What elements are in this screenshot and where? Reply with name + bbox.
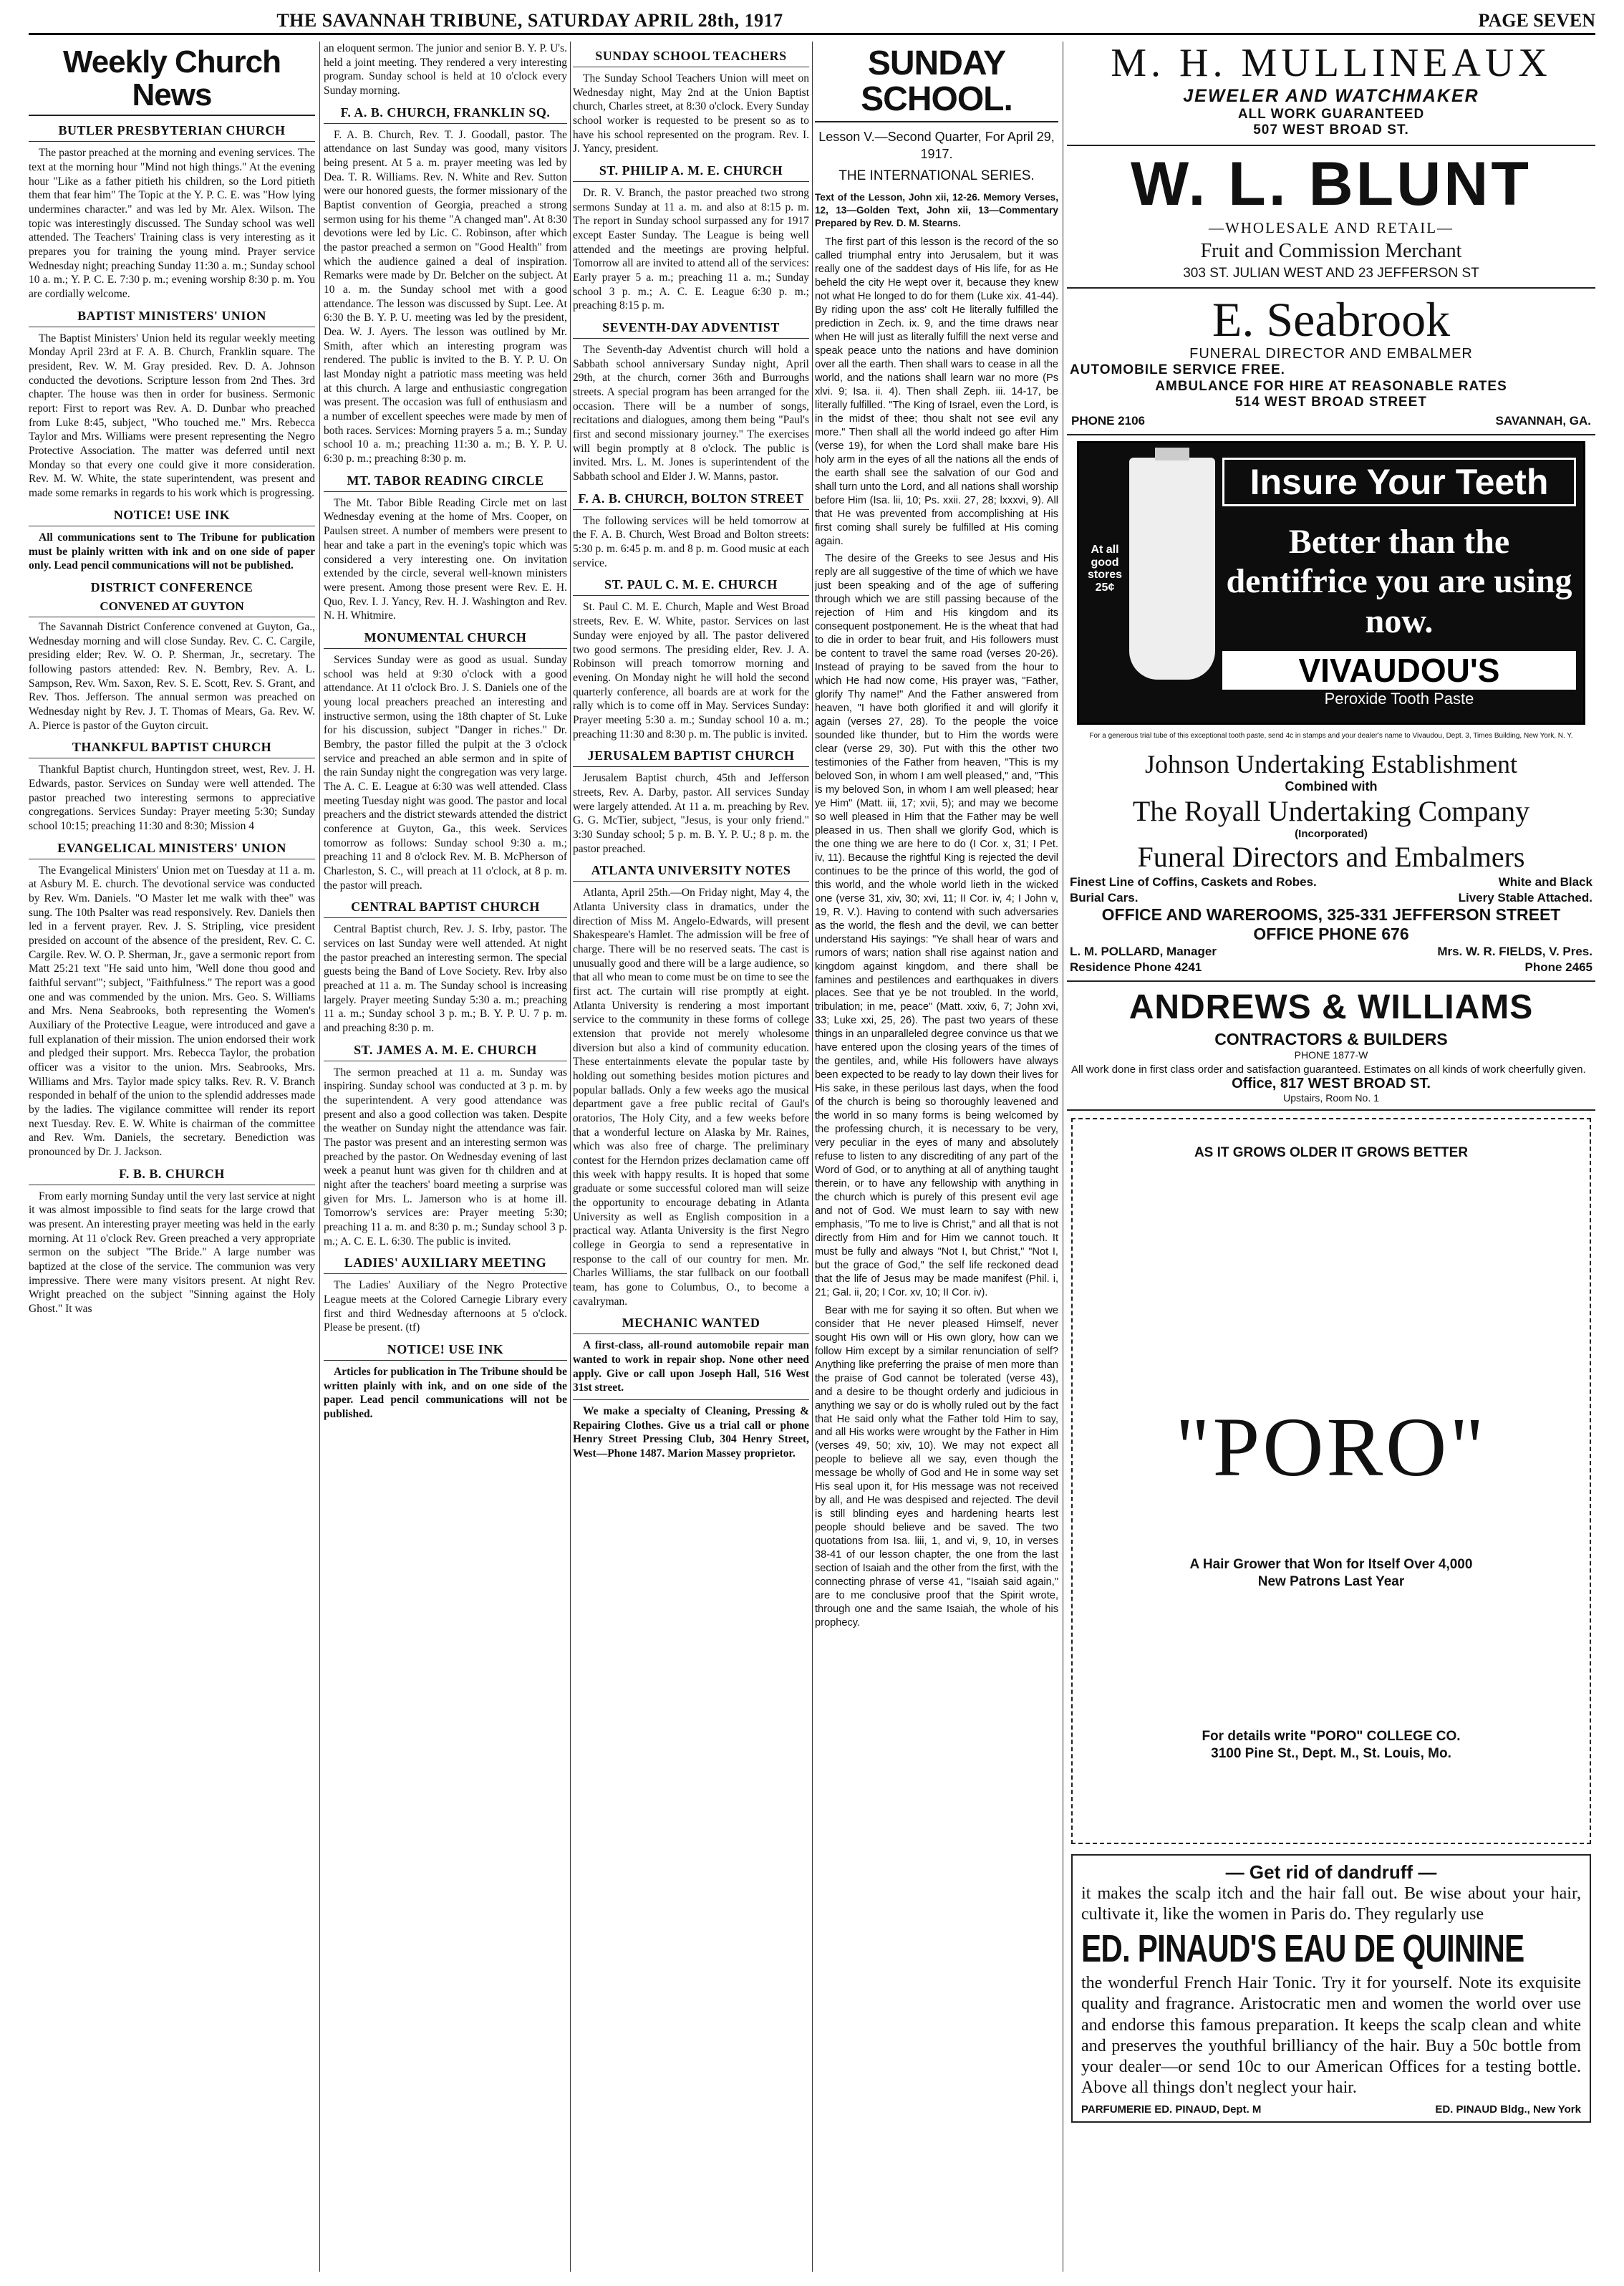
article-heading: F. A. B. CHURCH, FRANKLIN SQ. [324, 105, 567, 124]
masthead [29, 9, 1595, 35]
article-text: an eloquent sermon. The junior and senior B. Y. P. U's. held a joint meeting. They rendered a very interesting program. Sunday school is held at 10 o'clock every Sunday morning. [324, 42, 567, 97]
article-text: The Evangelical Ministers' Union met on Tuesday at 11 a. m. at Asbury M. E. church. The devotional service was conducted by Rev. Wm. Daniels. "O Master let me walk with thee" was sung. The 10th Psalter was read responsively. Rev. Daniels then led in a fervent prayer. Rev. J. S. Stripling, vice president presided on account of the absence of the president, Rev. C. C. Cargile. Rev. W. O. P. Sherman, Jr., gave a sermonic report from Matt 25:21 text "He said unto him, 'Well done thou good and faithful servant'"; subject, "Faithfulness." The report was a good one and was commended by the union. Mrs. Geo. S. Williams and Mrs. Nena Seabrooks, both representing the Women's Auxiliary of the Protective League, were introduced and gave a full explanation of their mission. The union endorsed their work and pledged their support. Mrs. Rebecca Taylor, the probation officer was a visitor to the union. Mrs. Seabrooks, Mrs. Williams and Mrs. Taylor made spicy talks. Rev. R. V. Branch responded in behalf of the union to the splendid addresses made by the ladies. The vigilance committee will render its report next Tuesday. Rev. E. W. White is chairman of the committee and Rev. Wm. Daniels, the secretary. Benediction was pronounced by Dr. J. Jackson. [29, 864, 315, 1159]
notice-text: All communications sent to The Tribune for publication must be plainly written with ink and on one side of paper only. Lead pencil communications will not be published. [29, 531, 315, 572]
ad-subtitle: FUNERAL DIRECTOR AND EMBALMER [1189, 345, 1473, 362]
ad-line: AUTOMOBILE SERVICE FREE. [1070, 362, 1285, 377]
article-text: The first part of this lesson is the record of the so called triumphal entry into Jerusalem, but it was really one of the saddest days of His life, for as He beheld the city He wept over it, because they knew not what He longed to do for them (Luke xix. 41-44). By riding upon the ass' colt He literally fulfilled the prediction in Zech. ix. 9, and the time draws near when He will just as literally fulfill the next verse and speak peace unto the nations and have dominion over all the earth. Then shall wars to cease in all the world, and the nations shall learn war no more (Ps xlvi. 9; Isa. ii. 4). Then shall Zeph. iii. 14-17, be literally fulfilled. "The King of Israel, even the Lord, is in the midst of thee; thou shalt not see evil any more." Then shall all the world indeed go after Him (verse 19), for when the Lord shall make bare His holy arm in the eyes of all the nations all the ends of the earth shall see the salvation of our God and shall turn unto the Lord, and all nations shall worship before Him (Isa. lii, 10; Ps. xxii. 27, 28; lxxxvi, 9). All that He was prevented from accomplishing at His first coming shall surely be fulfilled at His coming again. [815, 236, 1058, 547]
article-heading: ATLANTA UNIVERSITY NOTES [573, 863, 809, 882]
article-heading: MT. TABOR READING CIRCLE [324, 473, 567, 492]
article-text: From early morning Sunday until the very last service at night it was almost impossible to find seats for the large crowd that was present. An interesting prayer meeting was held in the early morning. At 11 o'clock Rev. Green preached a very appropriate sermon on the subject "The Bride." A large number was baptized at the close of the service. The communion was very impressive. There were many visitors present. At night Rev. Wright preached on the subject "Sinning against the Holy Ghost." It was [29, 1190, 315, 1316]
article-text: The Mt. Tabor Bible Reading Circle met on last Wednesday evening at the home of Mrs. Cooper, on Paulsen street. A number of members were present to hear and take a part in the evening's topic which was considered a very interesting one. On invitation extended by the circle, several well-known ministers were present. Among those present were Rev. E. H. Quo, Rev. I. J. Yancy, Rev. H. J. Washington and Rev. N. H. Whitmire. [324, 496, 567, 622]
ad-city: SAVANNAH, GA. [1495, 414, 1591, 428]
article-text: The Sunday School Teachers Union will meet on Wednesday night, May 2nd at the Union Baptist church, Charles street, at 8:30 o'clock. Every Sunday school worker is requested to be present so as to have his school represented on the program. Rev. I. J. Yancy, president. [573, 72, 809, 155]
ad-line: (Incorporated) [1295, 828, 1368, 841]
ad-body: the wonderful French Hair Tonic. Try it for yourself. Note its exquisite quality and fragrance. Aristocratic men and women the world over use and endorse this famous preparation. It keeps the scalp clean and white and preserves the youthful brilliancy of the hair. Buy a 50c bottle from your dealer—or send 10c to our American Offices for a testing bottle. Above all things don't neglect your hair. [1081, 1974, 1581, 2098]
column-5-ads [1067, 42, 1595, 2272]
section-title: Weekly Church News [29, 46, 315, 116]
ad-subtitle: CONTRACTORS & BUILDERS [1214, 1030, 1448, 1049]
ad-line: Finest Line of Coffins, Caskets and Robes. [1070, 875, 1317, 889]
ad-line: AMBULANCE FOR HIRE AT REASONABLE RATES [1155, 378, 1507, 394]
article-heading: ST. PAUL C. M. E. CHURCH [573, 577, 809, 596]
ad-subtitle: —WHOLESALE AND RETAIL— [1208, 219, 1454, 237]
article-text: The Savannah District Conference convened at Guyton, Ga., Wednesday morning and will close Sunday. Rev. C. C. Cargile, presiding elder; Rev. W. O. P. Sherman, Jr., secretary. The following pastors attended: Rev. N. Bembry, Rev. A. L. Sampson, Rev. Wm. Saxon, Rev. S. E. Scott, Rev. S. Grant, and Rev. Thos. Jefferson. The annual sermon was preached on Wednesday night by Rev. J. T. Thomas of Mears, Ga. Rev. W. A. Pierce is pastor of the Guyton circuit. [29, 620, 315, 732]
article-text: The sermon preached at 11 a. m. Sunday was inspiring. Sunday school was conducted at 3 p. m. by the superintendent. A very good attendance was present and also a good collection was taken. Despite the weather on Sunday night the attendance was fair. The pastor was present and an interesting sermon was preached by the pastor. On Wednesday evening of last week a peanut hunt was given for th children and at night after the teachers' board meeting a surprise was given for Mrs. L. Jamerson who is at home ill. Tomorrow's services are: Prayer meeting 5:30; preaching 11 a. m. and 8:30 p. m.; Sunday school 3 p. m.; A. C. E. L. 6:30. The public is invited. [324, 1066, 567, 1248]
ad-line: 514 WEST BROAD STREET [1234, 395, 1428, 410]
article-heading: MECHANIC WANTED [573, 1316, 809, 1334]
article-heading: LADIES' AUXILIARY MEETING [324, 1255, 567, 1274]
article-text: The following services will be held tomorrow at the F. A. B. Church, West Broad and Bolton streets: 5:30 p. m. 6:45 p. m. and 8 p. m. Good music at each service. [573, 514, 809, 569]
ad-poro [1071, 1118, 1591, 1844]
ad-manager: L. M. POLLARD, Manager [1070, 945, 1217, 959]
article-heading: DISTRICT CONFERENCE [90, 579, 253, 594]
article-heading: F. B. B. CHURCH [29, 1167, 315, 1185]
ad-line: A Hair Grower that Won for Itself Over 4,000 [1189, 1557, 1473, 1573]
ad-andrews-williams [1067, 988, 1595, 1111]
article-heading: NOTICE! USE INK [324, 1342, 567, 1361]
lesson-series: THE INTERNATIONAL SERIES. [838, 168, 1035, 184]
article-text: F. A. B. Church, Rev. T. J. Goodall, pastor. The attendance on last Sunday was good, many visitors being present. At 5 a. m. prayer meeting was led by Dea. T. R. Williams. Rev. N. White and Rev. Sutton were our honored guests, the former missionary of the Baptist convention of Georgia, preached a strong sermon using for his theme "A changed man". At 8:30 devotions were led by Lic. C. Robinson, after which the pastor preached a sermon on "Good Health" from which the audience gained a deal of inspiration. Remarks were made by Dr. Belcher on the subject. At 10 a. m. the Sunday school met with a good attendance. The lesson was discussed by Supt. Lee. At 6:30 the B. Y. P. U. meeting was led by the president, Dea. W. J. Ayers. The lesson was outlined by Mr. Smith, after which an interesting program was rendered. The public is invited to the B. Y. P. U. On last Monday night a patriotic mass meeting was held at this church. A large and enthusiastic congregation was present. The occasion was full of enthusiasm and a number of excellent speeches were made by men of both races. Services: Morning prayers 5 a. m.; Sunday school 10 a. m.; preaching 11:30 a. m.; B. Y. P. U. 6:30 p. m.; preaching 8:30 p. m. [324, 128, 567, 466]
lesson-text-ref: Text of the Lesson, John xii, 12-26. Memory Verses, 12, 13—Golden Text, John xii, 13—Commentary Prepared by Rev. D. M. Stearns. [815, 192, 1058, 229]
ad-title: ANDREWS & WILLIAMS [1128, 988, 1534, 1027]
column-2 [324, 42, 567, 2272]
toothpaste-tube-icon [1129, 458, 1215, 680]
article-text: Services Sunday were as good as usual. Sunday school was held at 9:30 o'clock with a good attendance. At 11 o'clock Bro. J. S. Daniels one of the young local preachers preached an interesting and instructive sermon, using the 18th chapter of St. Luke for his discussion, subject "Danger in riches." Dr. Bembry, the pastor filled the pulpit at the 3 o'clock service and preached an able sermon and in spite of the rain Sunday night the congregation was very large. The A. C. E. League at 6:30 was well attended. Class meeting Tuesday night was good. The pastor and local preachers and the district stewards attended the district conference at Guyton, Ga., this week. Services tomorrow as follows: Sunday school 9:30 a. m.; preaching 11 and 8 o'clock Rev. M. B. McPherson of Charleston, S. C., will preach at 11 o'clock, at 8 p. m. the pastor will preach. [324, 653, 567, 892]
ad-brand: VIVAUDOU'S [1222, 651, 1576, 690]
ad-line: 507 WEST BROAD ST. [1253, 122, 1409, 138]
article-heading: SUNDAY SCHOOL TEACHERS [573, 49, 809, 67]
ad-body: Better than the dentifrice you are using now. [1226, 523, 1572, 640]
ad-headline: — Get rid of dandruff — [1225, 1861, 1437, 1884]
ad-pinaud [1071, 1854, 1591, 2123]
article-heading: BAPTIST MINISTERS' UNION [29, 309, 315, 327]
ad-headline: AS IT GROWS OLDER IT GROWS BETTER [1194, 1145, 1469, 1161]
article-text: A first-class, all-round automobile repair man wanted to work in repair shop. None other need apply. Give or call upon Joseph Hall, 516 West 31st street. [573, 1339, 809, 1394]
ad-title: M. H. MULLINEAUX [1111, 42, 1552, 85]
article-text: The desire of the Greeks to see Jesus and His reply are all suggestive of the time of which we have just been speaking and of the age of suffering through which we are still passing because of the rejection of Him and His kingdom and its consequent postponement. He is the wheat that had to die in order to bear fruit, and His followers must be content to travel the same road (verses 20-26). Instead of praying to be saved from the hour to which He had now come, His prayer was, "Father, glorify Thy name!" And the Father answered from heaven, "I have both glorified it and will glorify it again (verses 27, 28). To the people the voice sounded like thunder, but to Him the words were clear (verse 29, 30). Put with this the other two testimonies of the Father from heaven, "This is my beloved Son, in whom I am well pleased," and, "This is my beloved Son, in whom I am well pleased; hear ye Him" (Matt. iii, 17; xvii, 5); and may we become so well pleased in Him that the Father may be well pleased in us. Then shall we glorify God, which is the one thing we are here to do (I Cor. x, 31; I Pet. iv, 11). Because the rightful King is rejected the devil continues to be the prince of this world, the god of this world, and the whole world lieth in the wicked one (verse 31, xiv, 30; xvi, 11; II Cor. iv, 4; I John v, 19, R. V.). Having to contend with such adversaries as the world, the flesh and the devil, we can better understand His sayings: "Ye shall hear of wars and rumors of wars; nation shall rise against nation and kingdom against kingdom, and there shall be famines and pestilences and earthquakes in divers places. See that ye be not troubled. In the world, tribulation; in me, peace" (Matt. xxiv, 6, 7; John xvi, 33; Luke xxi, 25, 26). The past two years of these things in an unparalleled degree convince us that we have entered upon the closing years of the times of the gentiles, and, while His followers have always been expected to be ready to lay down their lives for His sake, in these perilous last days, when the food of the church is being so thoroughly leavened and the world in so many forms is being welcomed by the professing church, it is necessary to be very, very peculiar in the eyes of many and absolutely refuse to listen to any discrediting of any part of the Word of God, or to anything at all of anything taught therein, or to have any fellowship with anything in the church which is purely of this present evil age and not of God. We must learn to say with new emphasis, "To me to live is Christ," and all that is not directly from Him and for Him we cannot touch. It must be fully and always "Not I, but Christ," "Not I, but the grace of God," the self life reckoned dead that the life of Jesus may be made manifest (Phil. i, 21; Gal. ii, 20; I Cor. xv, 10; II Cor. iv). [815, 553, 1058, 1298]
page-number: PAGE SEVEN [1478, 10, 1595, 31]
article-subheading: CONVENED AT GUYTON [29, 599, 315, 617]
ad-footer: PARFUMERIE ED. PINAUD, Dept. M [1081, 2103, 1262, 2116]
ad-title: Johnson Undertaking Establishment [1145, 750, 1517, 779]
ad-price: At all good stores 25¢ [1087, 544, 1123, 594]
column-rule [319, 42, 320, 2272]
ad-title: "PORO" [1175, 1400, 1487, 1495]
notice-text: Articles for publication in The Tribune should be written plainly with ink, and on one side of the paper. Lead pencil communications will not be published. [324, 1366, 567, 1421]
ad-address: Office, 817 WEST BROAD ST. [1232, 1076, 1431, 1092]
ad-seabrook [1067, 294, 1595, 435]
ad-text: We make a specialty of Cleaning, Pressing & Repairing Clothes. Give us a trial call or phone Henry Street Pressing Club, 304 Henry Street, West—Phone 1487. Marion Massey proprietor. [573, 1405, 809, 1460]
ad-line: Burial Cars. [1070, 891, 1139, 905]
ad-line: ALL WORK GUARANTEED [1237, 106, 1425, 122]
ad-mullineaux [1067, 42, 1595, 146]
column-4 [815, 42, 1058, 2272]
ad-title: E. Seabrook [1212, 292, 1451, 347]
article-heading: MONUMENTAL CHURCH [324, 630, 567, 649]
ad-line: 303 ST. JULIAN WEST AND 23 JEFFERSON ST [1183, 266, 1479, 281]
ad-phone: OFFICE PHONE 676 [1253, 924, 1409, 943]
ad-headline: Insure Your Teeth [1222, 458, 1576, 506]
ad-vivaudou-toothpaste [1077, 441, 1585, 741]
article-heading: NOTICE! USE INK [29, 508, 315, 526]
ad-line: All work done in first class order and satisfaction guaranteed. Estimates on all kinds of work cheerfully given. [1071, 1064, 1586, 1076]
ad-line: Livery Stable Attached. [1458, 891, 1592, 905]
ad-blunt [1067, 152, 1595, 289]
ad-subtitle: JEWELER AND WATCHMAKER [1183, 85, 1479, 106]
ad-body: it makes the scalp itch and the hair fall out. Be wise about your hair, cultivate it, like the women in Paris do. They regularly use [1081, 1884, 1581, 1924]
article-heading: CENTRAL BAPTIST CHURCH [324, 900, 567, 918]
ad-line: White and Black [1498, 875, 1592, 889]
classified-ad [573, 1399, 809, 1461]
article-heading: BUTLER PRESBYTERIAN CHURCH [29, 123, 315, 142]
ad-phone: PHONE 1877-W [1294, 1049, 1368, 1061]
ad-line: New Patrons Last Year [1257, 1573, 1405, 1589]
article-text: Jerusalem Baptist church, 45th and Jefferson streets, Rev. A. Darby, pastor. All services Sunday were largely attended. At 11 a. m. preaching by Rev. G. G. McTier, subject, "Jesus, is your only friend." 3:30 Sunday school; 5 p. m. B. Y. P. U.; 8 p. m. the pastor preached. [573, 772, 809, 855]
article-text: The Ladies' Auxiliary of the Negro Protective League meets at the Colored Carnegie Library every first and third Wednesday afternoons at 5 o'clock. Please be present. (tf) [324, 1279, 567, 1334]
article-text: Dr. R. V. Branch, the pastor preached two strong sermons Sunday at 11 a. m. and also at 8:15 p. m. The report in Sunday school surpassed any for 1917 except Easter Sunday. The League is being well attended and the meetings are proving helpful. Tomorrow all are invited to attend all of the services: Early prayer 5 a. m.; preaching 11 a. m.; Sunday school 3 p. m.; A. C. E. League 6:30 p. m.; preaching 8:15 p. m. [573, 187, 809, 312]
ad-footer: ED. PINAUD Bldg., New York [1435, 2103, 1581, 2116]
ad-fineprint: For a generous trial tube of this exceptional tooth paste, send 4c in stamps and your dealer's name to Vivaudou, Dept. 3, Times Building, New York, N. Y. [1089, 732, 1573, 741]
ad-line: For details write "PORO" COLLEGE CO. [1202, 1729, 1461, 1745]
article-heading: THANKFUL BAPTIST CHURCH [29, 740, 315, 758]
section-title: SUNDAY SCHOOL. [815, 46, 1058, 122]
article-heading: F. A. B. CHURCH, BOLTON STREET [573, 491, 809, 510]
article-text: Central Baptist church, Rev. J. S. Irby, pastor. The services on last Sunday were well attended. At night the pastor preached an interesting sermon. The special guests being the Band of Love Society. Rev. Irby also preached at 11 a. m. The Sunday school is increasing largely. Prayer meeting Sunday 5:30 a. m.; preaching 11 a. m.; Sunday school 3 p. m.; B. Y. P. U. 7 p. m. and preaching 8:30 p. m. [324, 923, 567, 1034]
column-rule [812, 42, 813, 2272]
ad-product: Peroxide Tooth Paste [1324, 690, 1474, 708]
article-text: The Seventh-day Adventist church will hold a Sabbath school anniversary Sunday night, April 29th, at the church, corner 36th and Burroughs streets. A special program has been arranged for the occasion. There will be a number of songs, recitations and dialogues, among them being "Paul's first and second missionary journey." The exercises will begin promptly at 8 o'clock. The public is invited. Mrs. L. M. Jones is superintendent of the Sabbath school and Elder J. W. Manns, pastor. [573, 344, 809, 483]
article-text: The Baptist Ministers' Union held its regular weekly meeting Monday April 23rd at F. A. B. Church, Franklin square. The president, Rev. W. M. Gray presided. Rev. D. A. Johnson conducted the devotions. Scripture lesson from 2nd Thes. 3rd chapter. The house was then in order for business. Sermonic report: First to report was Rev. A. D. Dunbar who preached from Luke 8:45, subject, "Who touched me." Mrs. Rebecca Taylor and Mrs. Williams were present representing the Negro Protective Association. The matter was deferred until next Monday so that every one could give it more consideration. Rev. M. W. White, the state superintendent, was present and made some remarks in regards to his work which is progressing. [29, 332, 315, 500]
ad-phone: PHONE 2106 [1071, 414, 1145, 428]
ad-title: The Royall Undertaking Company [1132, 795, 1530, 828]
ad-vp: Mrs. W. R. FIELDS, V. Pres. [1437, 945, 1592, 959]
ad-line: Fruit and Commission Merchant [1200, 240, 1462, 263]
ad-line: Combined with [1285, 779, 1378, 794]
article-heading: JERUSALEM BAPTIST CHURCH [573, 748, 809, 767]
ad-title: Funeral Directors and Embalmers [1137, 841, 1525, 874]
ad-title: W. L. BLUNT [1131, 150, 1532, 219]
ad-address: 3100 Pine St., Dept. M., St. Louis, Mo. [1211, 1745, 1451, 1761]
ad-phone: Phone 2465 [1524, 960, 1592, 975]
newspaper-title: THE SAVANNAH TRIBUNE, SATURDAY APRIL 28th, 1917 [276, 10, 783, 31]
ad-line: Upstairs, Room No. 1 [1283, 1092, 1379, 1104]
ad-title: ED. PINAUD'S EAU DE QUININE [1081, 1926, 1524, 1970]
article-heading: EVANGELICAL MINISTERS' UNION [29, 841, 315, 859]
article-text: Atlanta, April 25th.—On Friday night, May 4, the Atlanta University class in dramatics, under the direction of Miss M. Angelo-Edwards, will present Shakespeare's Hamlet. The admission will be free of charge. There will be no reserved seats. The cast is unusually good and there will be a large audience, so that all who mean to come must be on time to see the first act. The curtain will rise promptly at eight. Atlanta University is rendering a most important service to the community in these forms of college extension that provide not merely wholesome diversion but also a kind of community education. These entertainments elevate the popular taste by holding out something besides motion pictures and popular ballads. Only a few weeks ago the musical department gave a free public recital of Gaul's oratorios, The Holy City, and a few weeks before that a wonderful lecture on Alaska by Mr. Raines, which was also free of charge. The preliminary contest for the Herndon prizes declamation came off this week with happy results. It is hoped that some graduate or some successful colored man will seize the opportunity to encourage debating in Atlanta University as well as English composition in a practical way. Atlanta University is the first Negro college in Georgia to send a representative in response to the call of our country for men. Mr. Charles Williams, the star fullback on our football team, has gone to Columbus, O., to become a cavalryman. [573, 887, 809, 1308]
article-heading: ST. JAMES A. M. E. CHURCH [324, 1043, 567, 1061]
column-rule [570, 42, 571, 2272]
article-heading: ST. PHILIP A. M. E. CHURCH [573, 163, 809, 182]
lesson-line: Lesson V.—Second Quarter, For April 29, 1917. [818, 129, 1055, 162]
article-text: St. Paul C. M. E. Church, Maple and West Broad streets, Rev. E. W. White, pastor. Services on last Sunday were enjoyed by all. The pastor delivered two good sermons. The presiding elder, Rev. J. A. Robinson will preach tomorrow morning and evening. On Monday night he will hold the second quarterly conference, all boards are at work for the rally which is to come off in May. Services Sunday: Prayer meeting 5:30 a. m.; Sunday school 10 a. m.; preaching 11:30 and 8:30 p. m. The public is invited. [573, 601, 809, 741]
article-text: Thankful Baptist church, Huntingdon street, west, Rev. J. H. Edwards, pastor. Services on Sunday were well attended. The pastor preached two interesting sermons to appreciative congregations. Services Sunday: Prayer meeting 5:30; Sunday school 10:15; preaching 11:30 and 8:30; Mission 4 [29, 763, 315, 832]
ad-address: OFFICE AND WAREROOMS, 325-331 JEFFERSON STREET [1101, 905, 1561, 925]
article-text: The pastor preached at the morning and evening services. The text at the morning hour "Mind not high things." At the evening hour "Like as a father pitieth his children, so the Lord pitieth them that fear him" The Topic at the Y. P. C. E. was "How lying undermines character." and was led by Mr. Alex. Wilson. The topic was interestingly discussed. The Sunday school was well attended. The Teachers' Training class is very interesting as it prepares you for training the young mind. Prayer service Wednesday night; preaching Sunday 11:30 a. m.; Sunday school 10 a. m.; Y. P. C. E. 7:30 p. m.; evening worship 8:30 p. m. You are cordially welcome. [29, 147, 315, 301]
column-1 [29, 42, 315, 2272]
ad-phone: Residence Phone 4241 [1070, 960, 1202, 975]
column-3 [573, 42, 809, 2272]
article-text: Bear with me for saying it so often. But when we consider that He never pleased Himself, never sought His own will or His own glory, how can we follow Him except by a similar renunciation of self? Anything like preferring the praise of men more than the praise of God cannot be tolerated (verse 43), and a desire to be thought orderly and judicious in anything we say or do is wholly ruled out by the fact that He said only what the Father told Him to say, and all His works were wrought by the Father in Him (verses 49, 50; xiv, 10). We may not expect all people to believe all we say, even though the message be wholly of God and He in some way set His seal upon it, for His message was not received by all, and He was despised and rejected. The devil is still blinding eyes and hardening hearts lest people should believe and be saved. The two quotations from Isa. liii, 1, and vi, 9, 10, in verses 38-41 of our lesson chapter, the one from the last section of Isaiah and the other from the first, with the connecting phrase of verse 41, "Isaiah said again," are to me conclusive proof that the Spirit wrote, through one and the same Isaiah, the whole of his prophecy. [815, 1304, 1058, 1629]
article-heading: SEVENTH-DAY ADVENTIST [573, 320, 809, 339]
ad-johnson-undertaking [1067, 749, 1595, 982]
